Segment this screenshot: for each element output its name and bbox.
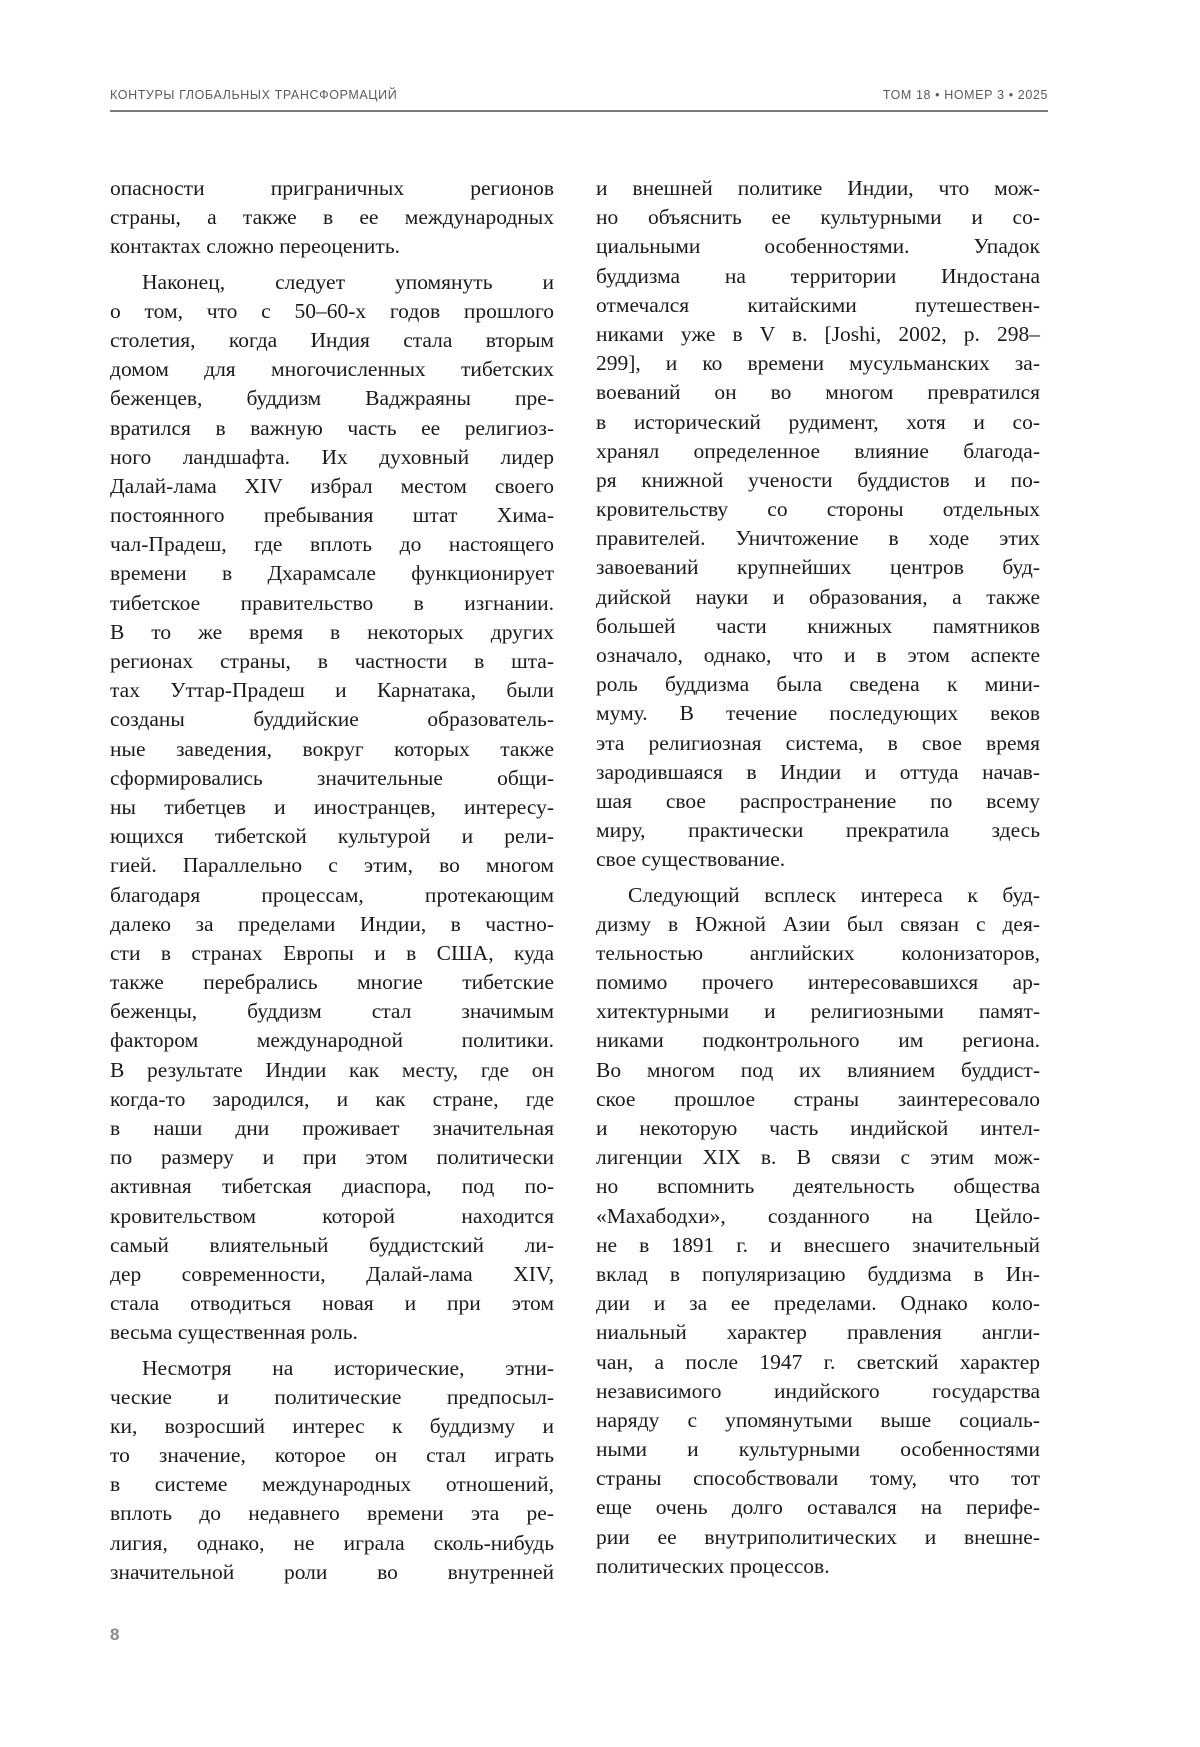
text-line: буддизма на территории Индостана bbox=[596, 263, 1040, 288]
text-line: страны, а также в ее международных bbox=[110, 205, 554, 230]
text-line: ного ландшафта. Их духовный лидер bbox=[110, 444, 554, 469]
text-line: свое существование. bbox=[596, 847, 786, 872]
text-line: Несмотря на исторические, этни- bbox=[142, 1355, 554, 1380]
text-line: беженцы, буддизм стал значимым bbox=[110, 999, 554, 1024]
text-line: дер современности, Далай-лама XIV, bbox=[110, 1261, 554, 1286]
text-line: ниальный характер правления англи- bbox=[596, 1320, 1040, 1345]
text-line: наряду с упомянутыми выше социаль- bbox=[596, 1407, 1040, 1432]
text-line: гией. Параллельно с этим, во многом bbox=[110, 853, 554, 878]
text-line: политических процессов. bbox=[596, 1553, 830, 1578]
text-line: ющихся тибетской культурой и рели- bbox=[110, 824, 554, 849]
text-line: помимо прочего интересовавшихся ар- bbox=[596, 970, 1040, 995]
text-line: и внешней политике Индии, что мож- bbox=[596, 176, 1040, 200]
text-line: В результате Индии как месту, где он bbox=[110, 1057, 554, 1082]
text-line: регионах страны, в частности в шта- bbox=[110, 649, 554, 673]
text-line: времени в Дхарамсале функционирует bbox=[110, 561, 554, 586]
text-line: еще очень долго оставался на перифе- bbox=[596, 1495, 1040, 1520]
text-line: контактах сложно переоценить. bbox=[110, 234, 400, 259]
text-line: фактором международной политики. bbox=[110, 1028, 554, 1053]
running-header bbox=[110, 86, 1048, 112]
text-line: созданы буддийские образователь- bbox=[110, 707, 554, 732]
text-line: ные заведения, вокруг которых также bbox=[110, 736, 554, 761]
text-line: хранял определенное влияние благода- bbox=[596, 438, 1040, 463]
text-line: Далай-лама XIV избрал местом своего bbox=[110, 473, 554, 498]
right-column bbox=[596, 174, 1040, 1581]
text-line: ными и культурными особенностями bbox=[596, 1437, 1040, 1462]
text-line: отмечался китайскими путешествен- bbox=[596, 292, 1040, 317]
text-line: не в 1891 г. и внесшего значительный bbox=[596, 1232, 1040, 1257]
text-line: весьма существенная роль. bbox=[110, 1320, 358, 1345]
text-line: никами уже в V в. [Joshi, 2002, p. 298– bbox=[596, 321, 1040, 346]
text-line: значительной роли во внутренней bbox=[110, 1559, 554, 1584]
text-line: далеко за пределами Индии, в частно- bbox=[110, 911, 554, 936]
text-line: ны тибетцев и иностранцев, интересу- bbox=[110, 794, 554, 819]
text-line: независимого индийского государства bbox=[596, 1378, 1040, 1403]
text-line: то значение, которое он стал играть bbox=[110, 1443, 554, 1468]
text-line: чал-Прадеш, где вплоть до настоящего bbox=[110, 532, 554, 557]
text-line: муму. В течение последующих веков bbox=[596, 701, 1040, 726]
text-line: кровительством которой находится bbox=[110, 1203, 554, 1228]
text-line: беженцев, буддизм Ваджраяны пре- bbox=[110, 386, 554, 411]
page-number: 8 bbox=[110, 1625, 120, 1644]
text-line: завоеваний крупнейших центров буд- bbox=[596, 555, 1040, 580]
left-column bbox=[110, 174, 554, 1587]
text-line: тельностью английских колонизаторов, bbox=[596, 940, 1040, 965]
text-line: хитектурными и религиозными памят- bbox=[596, 999, 1040, 1024]
text-line: лигенции XIX в. В связи с этим мож- bbox=[596, 1145, 1040, 1170]
text-line: когда-то зародился, и как стране, где bbox=[110, 1086, 554, 1111]
issue-info: ТОМ 18 • НОМЕР 3 • 2025 bbox=[882, 88, 1048, 102]
journal-title: КОНТУРЫ ГЛОБАЛЬНЫХ ТРАНСФОРМАЦИЙ bbox=[110, 88, 398, 102]
text-line: циальными особенностями. Упадок bbox=[596, 234, 1040, 259]
text-line: рии ее внутриполитических и внешне- bbox=[596, 1524, 1040, 1549]
text-line: по размеру и при этом политически bbox=[110, 1145, 554, 1170]
text-line: о том, что с 50–60-х годов прошлого bbox=[110, 298, 554, 323]
text-line: но объяснить ее культурными и со- bbox=[596, 205, 1040, 230]
text-line: миру, практически прекратила здесь bbox=[596, 818, 1040, 843]
text-line: самый влиятельный буддистский ли- bbox=[110, 1232, 554, 1257]
text-line: постоянного пребывания штат Хима- bbox=[110, 503, 554, 528]
text-line: эта религиозная система, в свое время bbox=[596, 730, 1040, 755]
text-line: тибетское правительство в изгнании. bbox=[110, 590, 554, 615]
text-line: ки, возросший интерес к буддизму и bbox=[110, 1413, 554, 1438]
text-line: большей части книжных памятников bbox=[596, 613, 1040, 638]
text-line: «Махабодхи», созданного на Цейло- bbox=[596, 1203, 1040, 1228]
text-line: но вспомнить деятельность общества bbox=[596, 1174, 1040, 1199]
text-line: ское прошлое страны заинтересовало bbox=[596, 1086, 1040, 1111]
text-line: и некоторую часть индийской интел- bbox=[596, 1116, 1040, 1140]
text-line: благодаря процессам, протекающим bbox=[110, 882, 554, 907]
text-line: лигия, однако, не играла сколь-нибудь bbox=[110, 1530, 554, 1555]
text-line: сти в странах Европы и в США, куда bbox=[110, 940, 554, 965]
text-line: домом для многочисленных тибетских bbox=[110, 357, 554, 382]
text-line: активная тибетская диаспора, под по- bbox=[110, 1174, 554, 1199]
text-line: никами подконтрольного им региона. bbox=[596, 1028, 1040, 1053]
text-line: означало, однако, что и в этом аспекте bbox=[596, 643, 1040, 667]
text-line: в системе международных отношений, bbox=[110, 1472, 554, 1497]
text-line: в исторический рудимент, хотя и со- bbox=[596, 409, 1040, 434]
text-line: опасности приграничных регионов bbox=[110, 176, 554, 200]
text-line: сформировались значительные общи- bbox=[110, 765, 554, 790]
text-line: вклад в популяризацию буддизма в Ин- bbox=[596, 1261, 1040, 1286]
text-line: зародившаяся в Индии и оттуда начав- bbox=[596, 759, 1040, 784]
text-line: шая свое распространение по всему bbox=[596, 788, 1040, 813]
text-line: Следующий всплеск интереса к буд- bbox=[628, 882, 1040, 907]
text-line: 299], и ко времени мусульманских за- bbox=[596, 351, 1040, 376]
text-line: стала отводиться новая и при этом bbox=[110, 1291, 554, 1316]
text-line: в наши дни проживает значительная bbox=[110, 1116, 554, 1140]
text-line: дии и за ее пределами. Однако коло- bbox=[596, 1291, 1040, 1316]
text-line: также перебрались многие тибетские bbox=[110, 970, 554, 995]
text-line: тах Уттар-Прадеш и Карнатака, были bbox=[110, 678, 554, 703]
text-line: правителей. Уничтожение в ходе этих bbox=[596, 526, 1040, 551]
text-line: воеваний он во многом превратился bbox=[596, 380, 1040, 405]
text-line: Во многом под их влиянием буддист- bbox=[596, 1057, 1040, 1082]
text-line: вратился в важную часть ее религиоз- bbox=[110, 415, 554, 440]
text-line: Наконец, следует упомянуть и bbox=[142, 269, 554, 294]
text-line: дийской науки и образования, а также bbox=[596, 584, 1040, 609]
text-line: вплоть до недавнего времени эта ре- bbox=[110, 1501, 554, 1526]
text-line: роль буддизма была сведена к мини- bbox=[596, 672, 1040, 697]
text-line: ря книжной учености буддистов и по- bbox=[596, 467, 1040, 492]
text-line: ческие и политические предпосыл- bbox=[110, 1384, 554, 1409]
text-line: чан, а после 1947 г. светский характер bbox=[596, 1349, 1040, 1374]
text-line: столетия, когда Индия стала вторым bbox=[110, 327, 554, 352]
text-line: страны способствовали тому, что тот bbox=[596, 1466, 1040, 1491]
text-line: В то же время в некоторых других bbox=[110, 619, 554, 644]
text-line: кровительству со стороны отдельных bbox=[596, 497, 1040, 522]
text-line: дизму в Южной Азии был связан с дея- bbox=[596, 911, 1040, 936]
